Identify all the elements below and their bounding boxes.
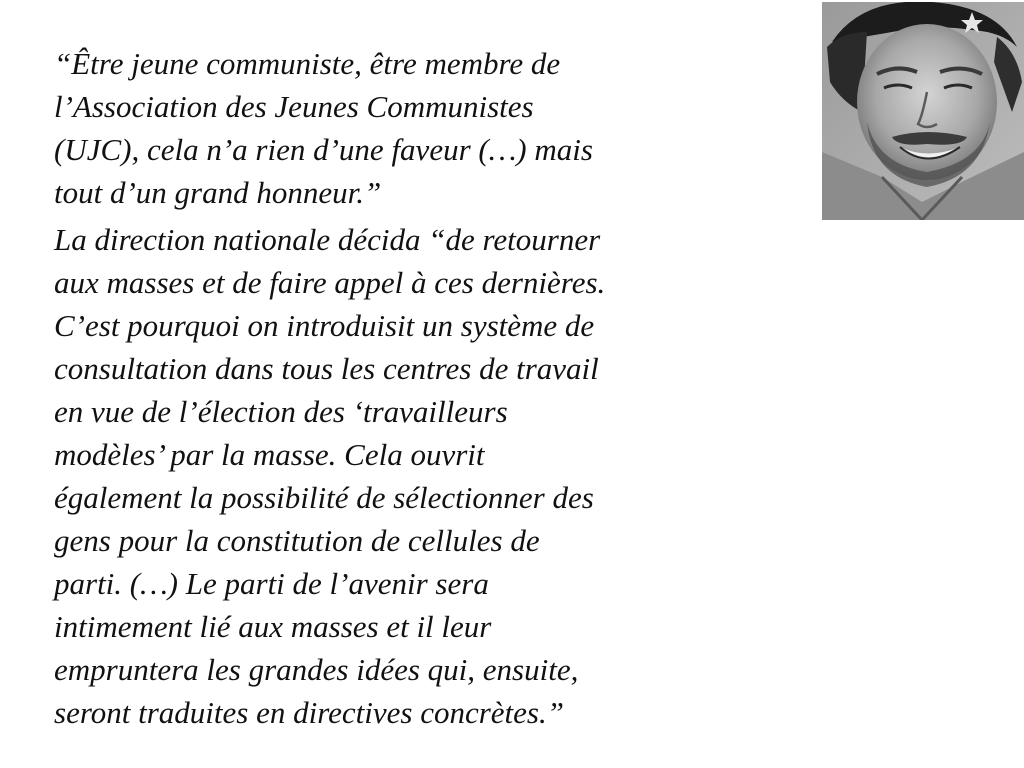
quote-line: (UJC), cela n’a rien d’une faveur (…) mais: [54, 132, 593, 167]
body-line: en vue de l’élection des ‘travailleurs: [54, 394, 508, 429]
body-line: gens pour la constitution de cellules de: [54, 523, 540, 558]
body-line: parti. (…) Le parti de l’avenir sera: [54, 566, 489, 601]
portrait-photo: [822, 2, 1024, 220]
body-line: seront traduites en directives concrètes.”: [54, 695, 564, 730]
quote-paragraph: [54, 42, 814, 214]
body-line: intimement lié aux masses et il leur: [54, 609, 492, 644]
body-line: La direction nationale décida “de retourner: [54, 222, 601, 257]
body-line: modèles’ par la masse. Cela ouvrit: [54, 437, 485, 472]
quote-line: l’Association des Jeunes Communistes: [54, 89, 534, 124]
quote-line: tout d’un grand honneur.”: [54, 175, 382, 210]
quote-line: “Être jeune communiste, être membre de: [54, 46, 561, 81]
body-paragraph: [54, 218, 814, 734]
slide-text: [54, 42, 814, 738]
body-line: empruntera les grandes idées qui, ensuite,: [54, 652, 579, 687]
body-line: consultation dans tous les centres de travail: [54, 351, 599, 386]
body-line: aux masses et de faire appel à ces dernières.: [54, 265, 606, 300]
body-line: C’est pourquoi on introduisit un système de: [54, 308, 595, 343]
body-line: également la possibilité de sélectionner des: [54, 480, 594, 515]
portrait-photo-icon: [822, 2, 1024, 220]
